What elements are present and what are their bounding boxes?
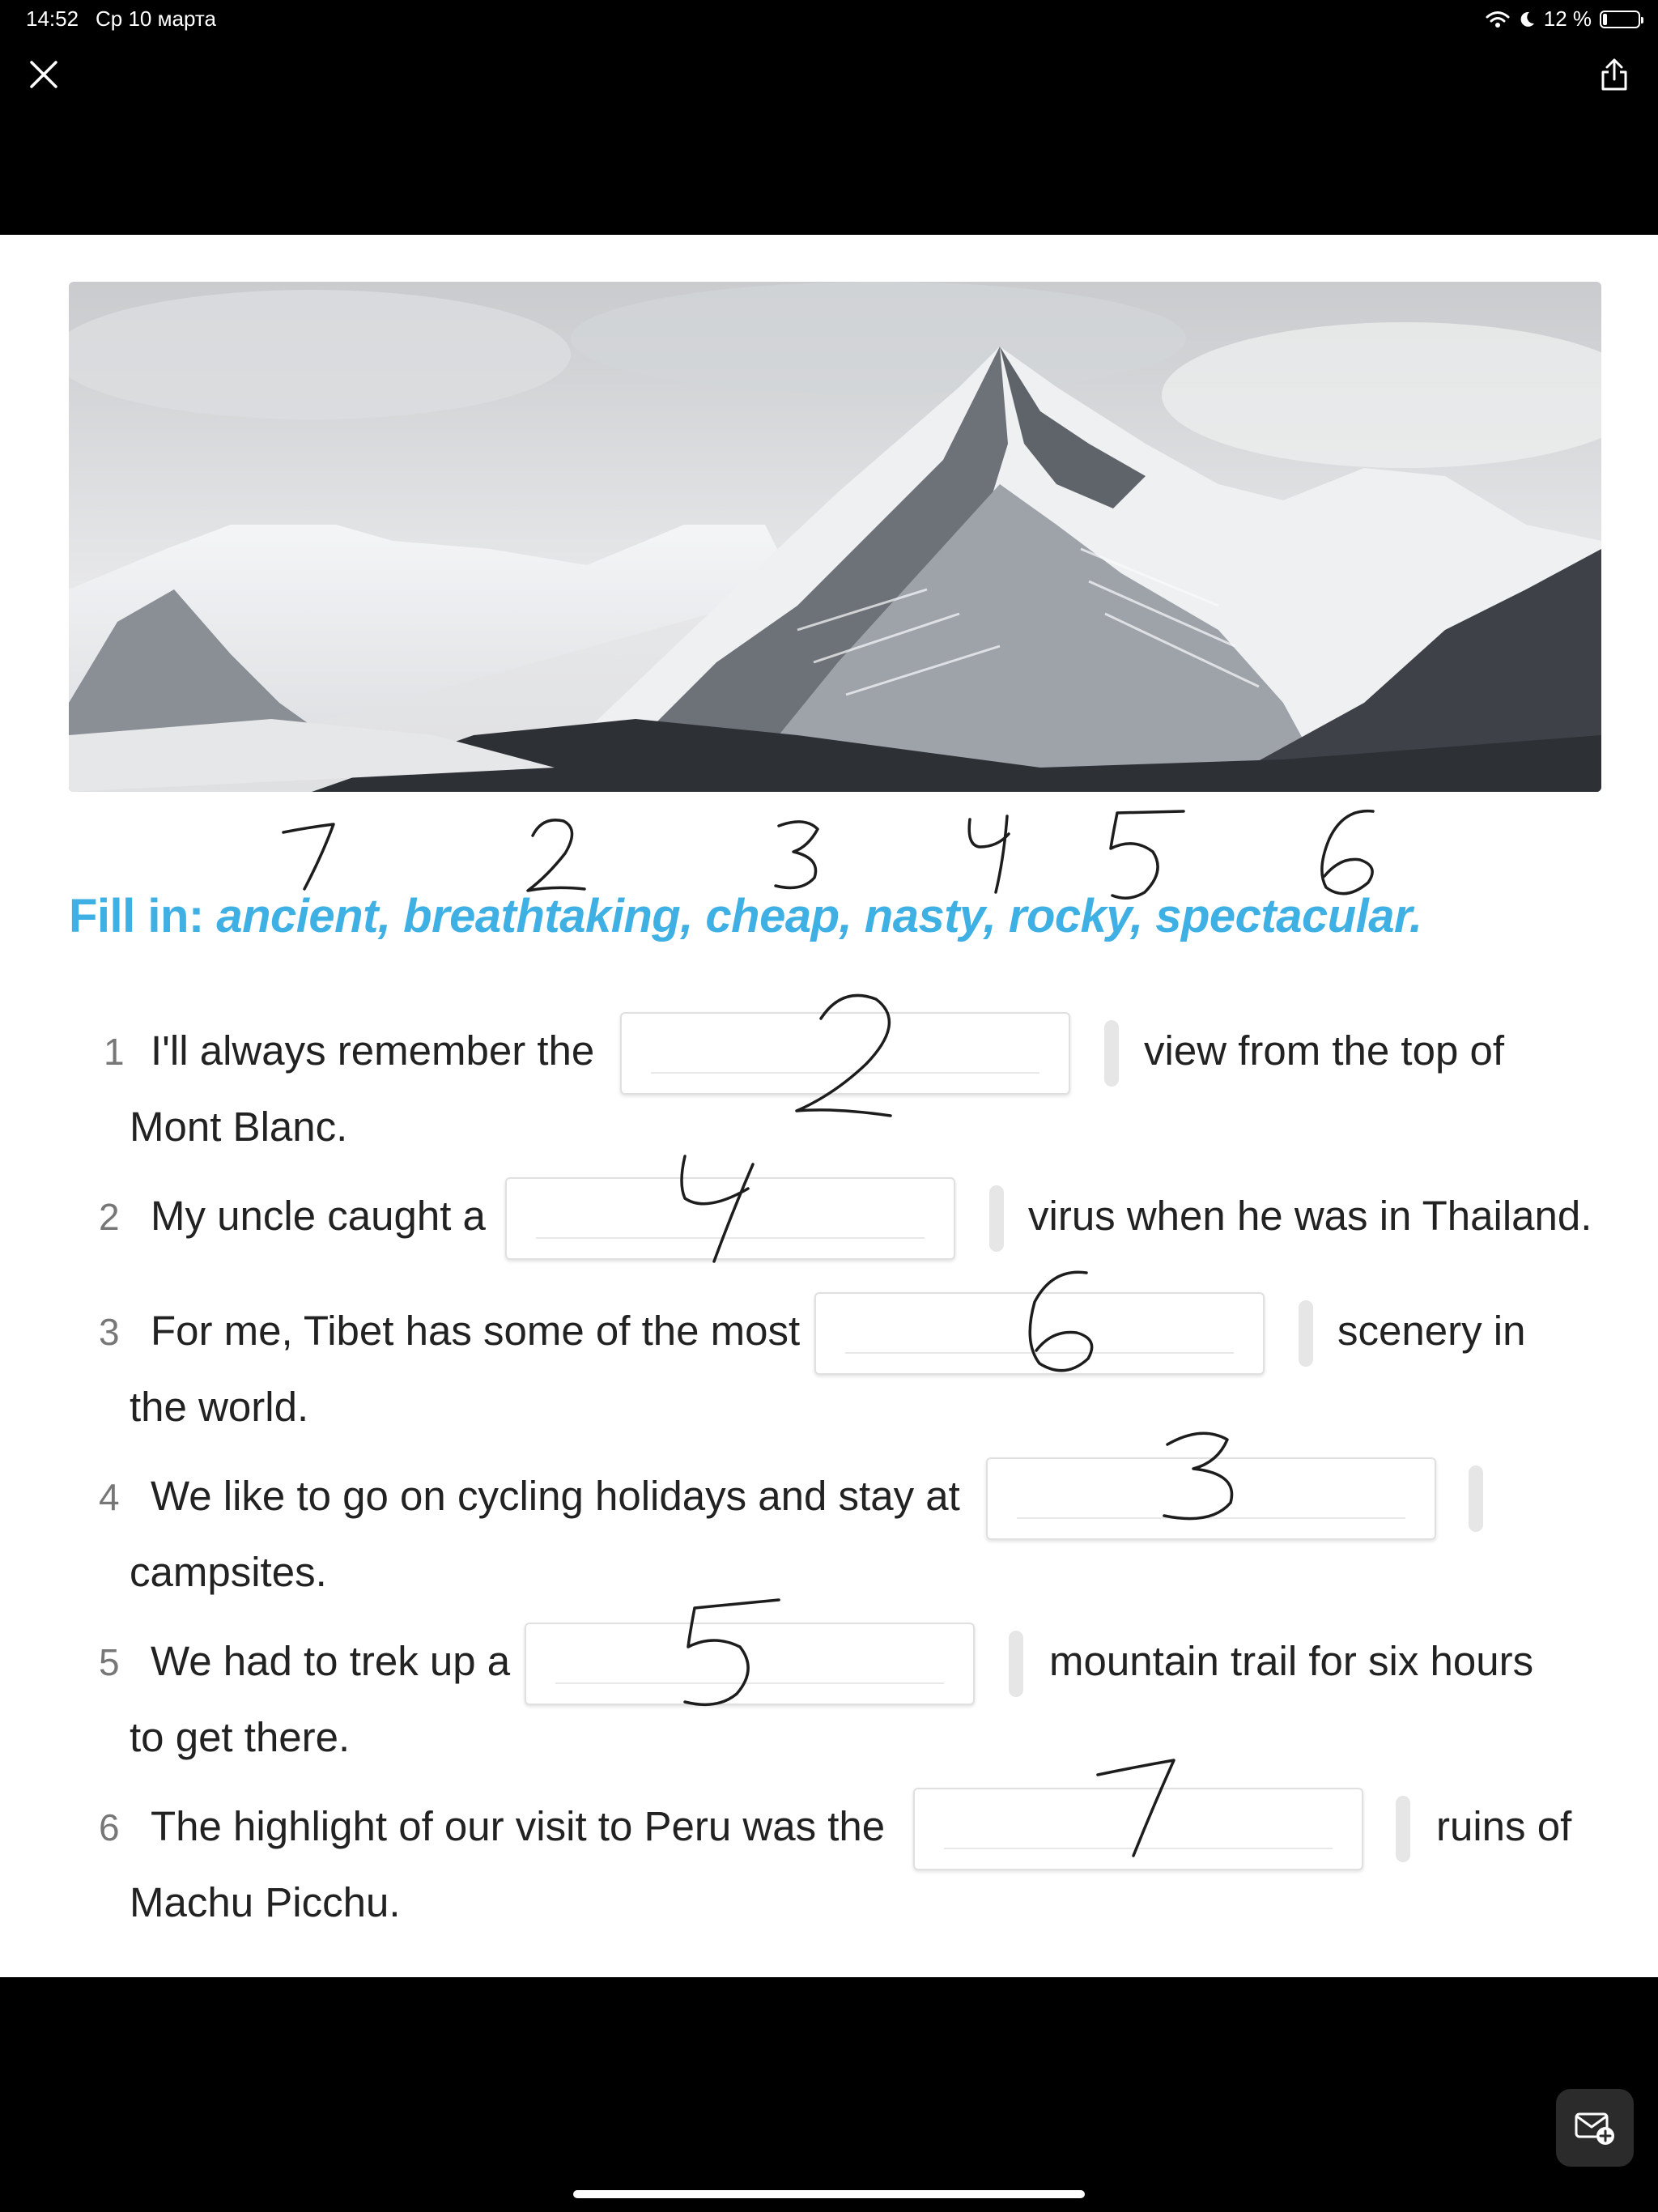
close-button[interactable] (19, 50, 68, 99)
drag-handle[interactable] (1396, 1796, 1410, 1862)
exercise-text-after: virus when he was in Thailand. (1028, 1193, 1592, 1239)
handwritten-answer-4 (1153, 1425, 1250, 1530)
status-time: 14:52 (26, 6, 79, 31)
mountain-photo (69, 282, 1601, 792)
handwritten-answer-6 (1088, 1750, 1185, 1864)
status-date: Ср 10 марта (96, 6, 216, 31)
handwritten-answer-2 (674, 1148, 763, 1270)
worksheet-page (0, 235, 1658, 1977)
drag-handle[interactable] (989, 1185, 1004, 1252)
exercise-text-after: mountain trail for six hours (1049, 1638, 1534, 1684)
exercise-number: 6 (99, 1806, 120, 1848)
mail-add-icon (1574, 2109, 1616, 2146)
handwritten-1-above (275, 816, 348, 897)
battery-icon (1600, 11, 1640, 28)
drag-handle[interactable] (1009, 1631, 1023, 1697)
handwritten-2-above (518, 811, 591, 900)
handwritten-answer-5 (672, 1589, 793, 1718)
exercise-number: 2 (99, 1196, 120, 1238)
exercise-text-before: My uncle caught a (151, 1193, 486, 1239)
status-bar (0, 0, 1658, 39)
moon-icon (1518, 10, 1536, 29)
exercise-text-before: The highlight of our visit to Peru was the (151, 1803, 886, 1849)
exercise-text-continuation: Machu Picchu. (130, 1879, 401, 1925)
handwritten-4-above (955, 810, 1028, 899)
word-list: ancient, breathtaking, cheap, nasty, rocky, spectacular. (216, 890, 1422, 942)
exercise-text-continuation: the world. (130, 1384, 309, 1430)
instruction-lead: Fill in: (69, 890, 217, 942)
instruction-line (69, 889, 1422, 943)
handwritten-answer-1 (785, 986, 915, 1124)
wifi-icon (1486, 10, 1510, 29)
share-button[interactable] (1590, 50, 1639, 99)
exercise-text-continuation: Mont Blanc. (130, 1104, 348, 1150)
handwritten-answer-3 (1012, 1261, 1109, 1383)
drag-handle[interactable] (1299, 1300, 1313, 1367)
drag-handle[interactable] (1469, 1465, 1483, 1532)
exercise-text-after: view from the top of (1144, 1027, 1505, 1074)
home-indicator[interactable] (573, 2190, 1085, 2198)
drag-handle[interactable] (1104, 1020, 1119, 1087)
battery-percent: 12 % (1543, 6, 1592, 31)
exercise-text-before: We had to trek up a (151, 1638, 511, 1684)
exercise-text-continuation: campsites. (130, 1549, 327, 1595)
battery-fill (1603, 14, 1607, 25)
mail-add-button[interactable] (1556, 2089, 1634, 2167)
exercise-text-after: scenery in (1337, 1308, 1526, 1354)
exercise-text-continuation: to get there. (130, 1714, 351, 1760)
exercise-number: 3 (99, 1311, 120, 1353)
share-icon (1598, 57, 1630, 92)
exercise-number: 1 (104, 1031, 125, 1073)
close-icon (28, 59, 59, 90)
exercise-text-before: I'll always remember the (151, 1027, 595, 1074)
exercise-number: 5 (99, 1641, 120, 1683)
status-right (1486, 6, 1640, 32)
exercise-text-before: We like to go on cycling holidays and stay at (151, 1473, 960, 1519)
exercise-text-after: ruins of (1436, 1803, 1572, 1849)
exercise-number: 4 (99, 1476, 120, 1518)
handwritten-3-above (761, 811, 834, 900)
exercise-text-before: For me, Tibet has some of the most (151, 1308, 801, 1354)
